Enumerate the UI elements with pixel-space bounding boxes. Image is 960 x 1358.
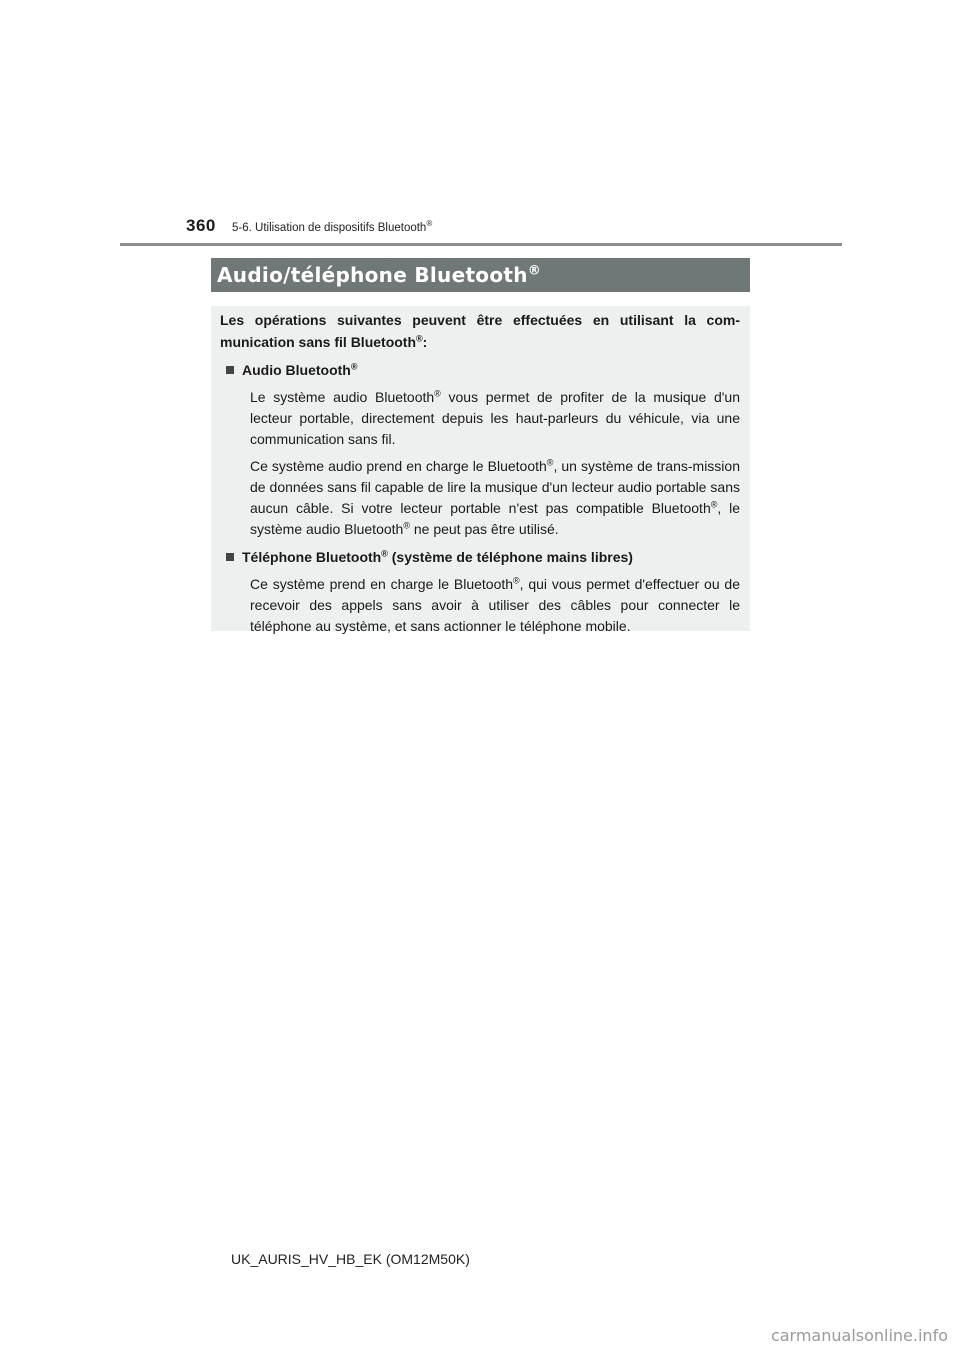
- paragraph-part: Ce système prend en charge le Bluetooth: [250, 576, 514, 592]
- item-paragraph: [250, 574, 740, 637]
- content-box: [211, 306, 750, 634]
- intro-text-part: :: [422, 334, 428, 350]
- paragraph-part: , qui vous permet d'effectuer ou de recevoir des appels sans avoir à utiliser des câbles pour connecter le téléphone au système, et sans actionner le téléphone mobile.: [250, 576, 740, 634]
- registered-mark: ®: [403, 520, 410, 531]
- registered-mark: ®: [527, 263, 542, 279]
- section-title-text: Audio/téléphone Bluetooth: [217, 263, 528, 287]
- square-bullet-icon: [226, 553, 234, 561]
- paragraph-part: Le système audio Bluetooth: [250, 389, 435, 405]
- footer-code: UK_AURIS_HV_HB_EK (OM12M50K): [231, 1251, 470, 1267]
- intro-text: [220, 309, 740, 353]
- intro-text-part: Les opérations suivantes peuvent être effectuées en utilisant la com-munication sans fil Bluetooth: [220, 312, 740, 350]
- item-paragraph: [250, 456, 740, 540]
- item-heading-phone: [220, 546, 740, 568]
- registered-mark: ®: [426, 219, 433, 229]
- heading-part: Audio Bluetooth: [242, 362, 351, 378]
- registered-mark: ®: [546, 457, 554, 468]
- registered-mark: ®: [416, 333, 423, 344]
- item-heading-text: [242, 546, 633, 568]
- watermark: carmanualsonline.info: [770, 1326, 948, 1345]
- item-paragraph: [250, 387, 740, 450]
- paragraph-part: vous permet de profiter de la musique d'un lecteur portable, directement depuis les haut-parleurs du véhicule, via une communication sans fil.: [250, 389, 740, 447]
- paragraph-part: , un système de trans-mission de données sans fil capable de lire la musique d'un lecteur audio portable sans aucun câble. Si votre lecteur portable n'est pas compatible Bluetooth: [250, 458, 740, 516]
- registered-mark: ®: [350, 361, 358, 372]
- item-heading-audio: [220, 359, 740, 381]
- registered-mark: ®: [381, 548, 388, 559]
- heading-part: Téléphone Bluetooth: [242, 549, 382, 565]
- paragraph-part: , le système audio Bluetooth: [250, 500, 740, 537]
- item-heading-text: [242, 359, 358, 381]
- registered-mark: ®: [434, 388, 441, 399]
- breadcrumb-text: 5-6. Utilisation de dispositifs Bluetooth: [232, 222, 427, 234]
- section-title-bar: [211, 258, 750, 292]
- paragraph-part: ne peut pas être utilisé.: [409, 521, 559, 537]
- square-bullet-icon: [226, 366, 234, 374]
- header-rule: [120, 243, 842, 246]
- heading-part: (système de téléphone mains libres): [387, 549, 633, 565]
- section-breadcrumb: [232, 219, 433, 234]
- registered-mark: ®: [710, 499, 718, 510]
- page-number: 360: [186, 216, 216, 235]
- paragraph-part: Ce système audio prend en charge le Bluetooth: [250, 458, 547, 474]
- section-title: [217, 263, 541, 287]
- registered-mark: ®: [513, 575, 520, 586]
